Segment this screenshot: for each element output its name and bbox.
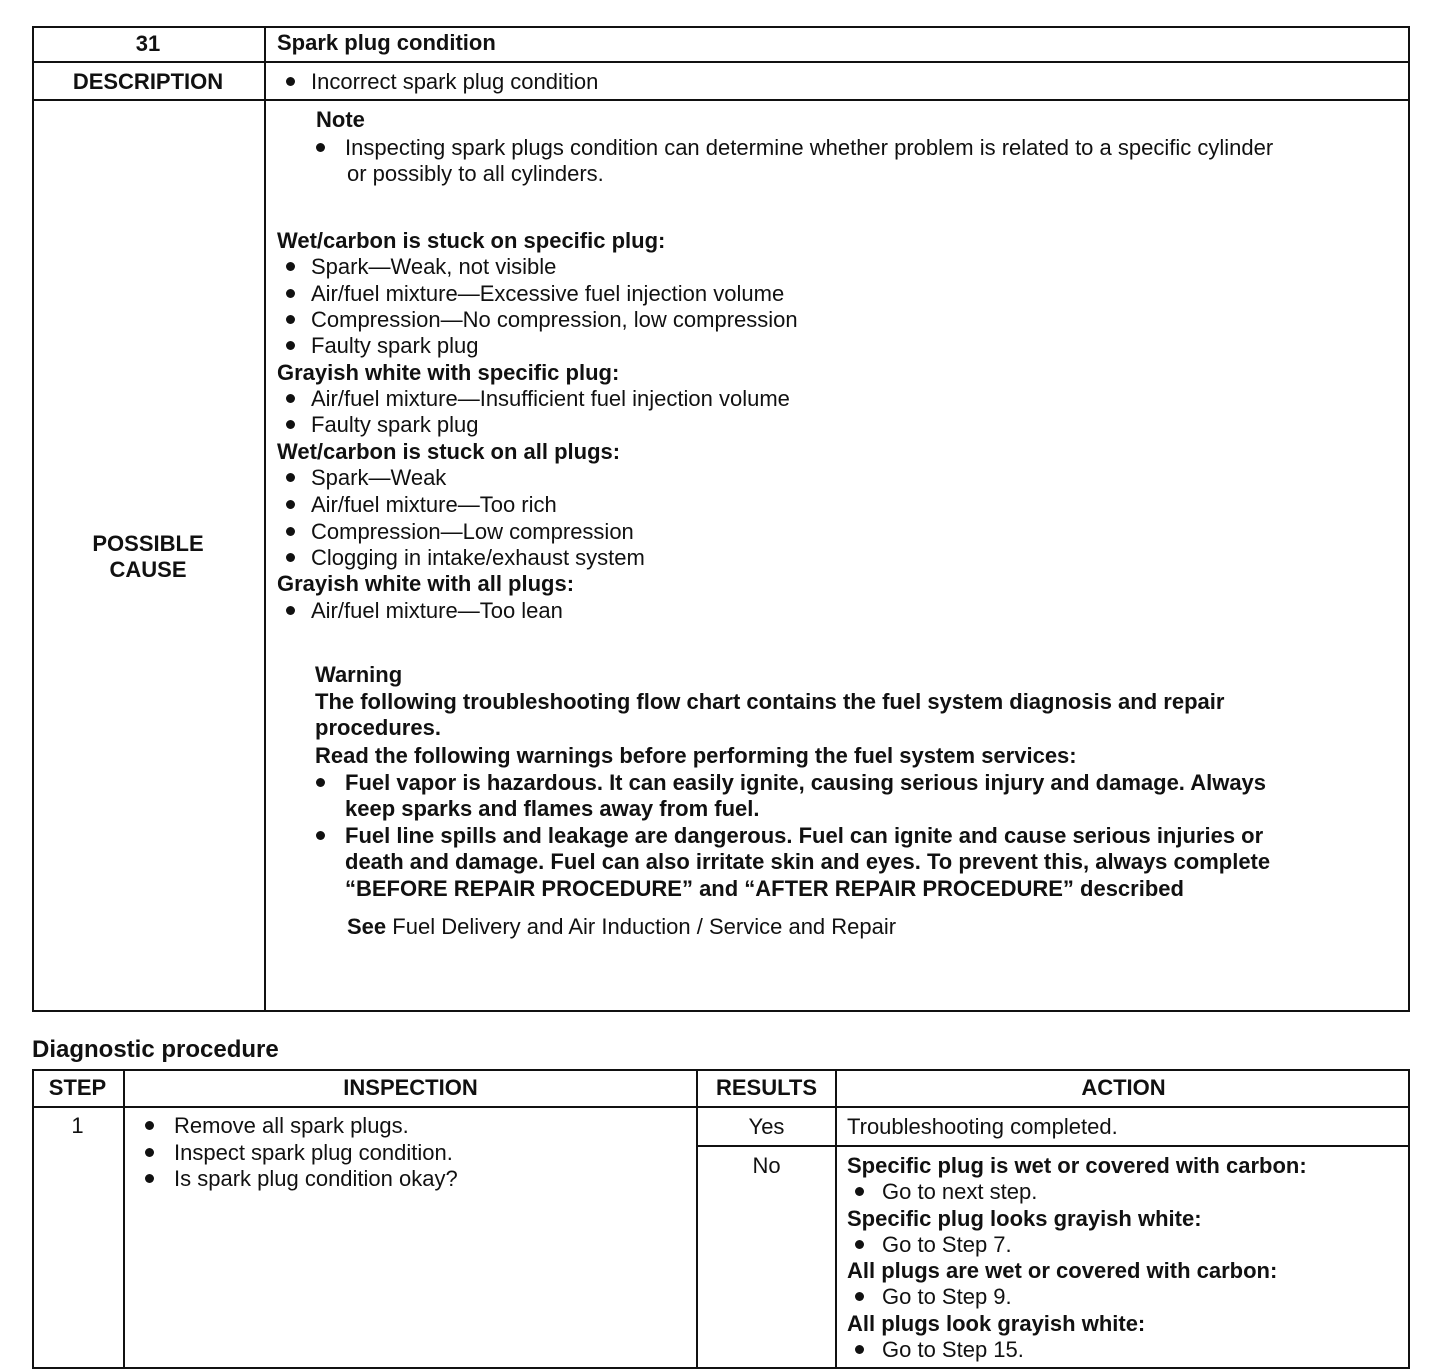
cause-item: Faulty spark plug [286,333,479,359]
possible-cause-label: POSSIBLE CAUSE [92,531,204,582]
action-item: Go to Step 9. [855,1284,1012,1310]
cause-item: Clogging in intake/exhaust system [286,545,645,571]
warning-bullet: Fuel line spills and leakage are dangerous. Fuel can ignite and cause serious injuries or [316,823,1263,849]
description-item: Incorrect spark plug condition [286,69,598,95]
warning-text: Read the following warnings before performing the fuel system services: [315,743,1077,768]
bullet-icon [316,778,325,787]
reference-link[interactable]: Fuel Delivery and Air Induction / Service and Repair [392,914,897,939]
bullet-icon [286,500,295,509]
bullet-icon [145,1174,154,1183]
row-divider [697,1145,1410,1147]
bullet-icon [286,262,295,271]
bullet-icon [145,1121,154,1130]
group-heading: Grayish white with specific plug: [277,360,620,385]
bullet-icon [286,341,295,350]
note-text-cont: or possibly to all cylinders. [347,161,604,186]
cause-item: Air/fuel mixture—Excessive fuel injection volume [286,281,784,307]
column-divider [264,26,266,1012]
cause-item: Air/fuel mixture—Too lean [286,598,563,624]
action-item: Go to next step. [855,1179,1037,1205]
bullet-icon [286,527,295,536]
warning-title: Warning [315,662,403,687]
header-results: RESULTS [715,1075,818,1100]
section-title: Diagnostic procedure [32,1036,279,1063]
warning-bullet-cont: death and damage. Fuel can also irritate skin and eyes. To prevent this, always complete [345,849,1271,874]
action-yes: Troubleshooting completed. [847,1114,1118,1139]
step-number: 1 [71,1113,84,1138]
bullet-icon [855,1345,864,1354]
inspection-item: Remove all spark plugs. [145,1113,409,1139]
result-no: No [752,1153,781,1178]
symptom-title: Spark plug condition [277,30,496,55]
bullet-icon [286,606,295,615]
bullet-icon [316,143,325,152]
column-divider [123,1069,125,1369]
bullet-icon [855,1292,864,1301]
action-item: Go to Step 15. [855,1337,1024,1363]
bullet-icon [286,420,295,429]
bullet-icon [286,553,295,562]
inspection-item: Is spark plug condition okay? [145,1166,458,1192]
bullet-icon [145,1148,154,1157]
header-inspection: INSPECTION [343,1075,478,1100]
cause-item: Spark—Weak [286,465,446,491]
bullet-icon [316,831,325,840]
see-reference: See Fuel Delivery and Air Induction / Service and Repair [347,914,897,939]
bullet-icon [286,473,295,482]
row-divider [32,61,1410,63]
warning-bullet-cont: “BEFORE REPAIR PROCEDURE” and “AFTER REPAIR PROCEDURE” described [345,876,1184,901]
row-divider [32,99,1410,101]
bullet-icon [855,1187,864,1196]
action-heading: Specific plug looks grayish white: [847,1206,1202,1231]
description-label: DESCRIPTION [72,69,224,94]
column-divider [835,1069,837,1369]
warning-text: procedures. [315,715,441,740]
warning-text: The following troubleshooting flow chart contains the fuel system diagnosis and repair [315,689,1225,714]
bullet-icon [855,1240,864,1249]
warning-bullet: Fuel vapor is hazardous. It can easily ignite, causing serious injury and damage. Always [316,770,1266,796]
cause-item: Air/fuel mixture—Too rich [286,492,557,518]
bullet-icon [286,315,295,324]
header-action: ACTION [1081,1075,1166,1100]
symptom-number: 31 [135,31,161,56]
warning-bullet-cont: keep sparks and flames away from fuel. [345,796,760,821]
inspection-item: Inspect spark plug condition. [145,1140,453,1166]
bullet-icon [286,394,295,403]
result-yes: Yes [748,1114,785,1139]
bullet-icon [286,77,295,86]
cause-item: Spark—Weak, not visible [286,254,556,280]
note-text: Inspecting spark plugs condition can determine whether problem is related to a specific cylinder [316,135,1273,161]
action-item: Go to Step 7. [855,1232,1012,1258]
cause-item: Compression—Low compression [286,519,634,545]
cause-item: Air/fuel mixture—Insufficient fuel injection volume [286,386,790,412]
row-divider [32,1106,1410,1108]
note-title: Note [316,107,365,132]
group-heading: Wet/carbon is stuck on specific plug: [277,228,666,253]
header-step: STEP [48,1075,107,1100]
action-heading: Specific plug is wet or covered with carbon: [847,1153,1307,1178]
action-heading: All plugs are wet or covered with carbon: [847,1258,1278,1283]
cause-item: Compression—No compression, low compression [286,307,798,333]
bullet-icon [286,289,295,298]
group-heading: Wet/carbon is stuck on all plugs: [277,439,621,464]
action-heading: All plugs look grayish white: [847,1311,1146,1336]
cause-item: Faulty spark plug [286,412,479,438]
group-heading: Grayish white with all plugs: [277,571,575,596]
